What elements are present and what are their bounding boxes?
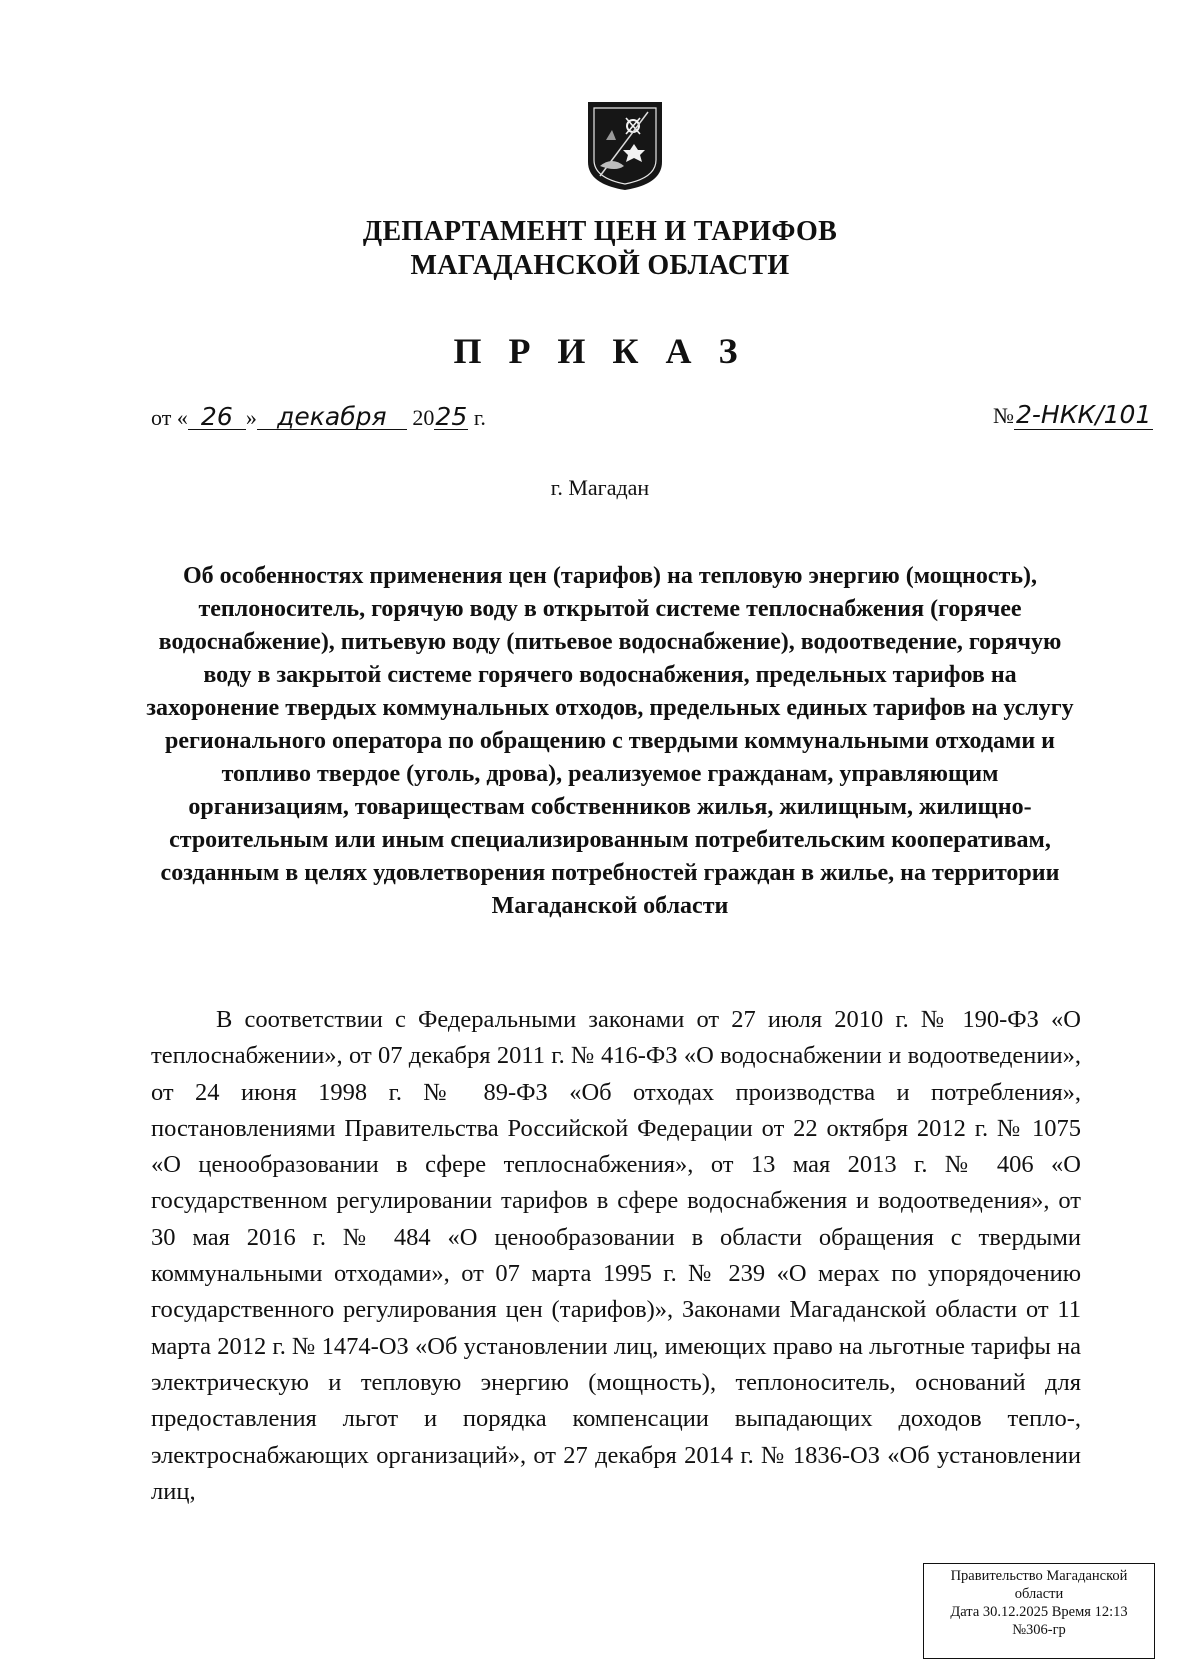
order-date [151,402,486,431]
date-year-suffix: 25 [435,402,468,431]
department-name-line1: ДЕПАРТАМЕНТ ЦЕН И ТАРИФОВ [362,216,838,247]
number-value: 2-НКК/101 [1016,400,1152,429]
stamp-line1: Правительство Магаданской [950,1568,1128,1584]
registration-stamp [923,1563,1155,1659]
date-suffix: г. [473,405,486,430]
number-prefix: № [993,403,1014,428]
stamp-line4: №306-гр [1012,1622,1066,1638]
coat-of-arms-icon [586,100,664,192]
date-month: декабря [257,405,407,430]
order-subject: Об особенностях применения цен (тарифов) на тепловую энергию (мощность), теплоноситель, горячую воду в открытой системе теплоснабжения (горячее водоснабжение), питьевую воду (питьевое водоснабжение), водоотведение, горячую воду в закрытой системе горячего водоснабжения, предельных тарифов на захоронение твердых коммунальных отходов, предельных единых тарифов на услугу регионального оператора по обращению с твердыми коммунальными отходами и топливо твердое (уголь, дрова), реализуемое гражданам, управляющим организациям, товариществам собственников жилья, жилищным, жилищно-строительным или иным специализированным потребительским кооперативам, созданным в целях удовлетворения потребностей граждан в жилье, на территории Магаданской области [146,563,1074,919]
body-paragraph: В соответствии с Федеральными законами от 27 июля 2010 г. № 190-ФЗ «О теплоснабжении», от 07 декабря 2011 г. № 416-ФЗ «О водоснабжении и водоотведении», от 24 июня 1998 г. № 89-ФЗ «Об отходах производства и потребления», постановлениями Правительства Российской Федерации от 22 октября 2012 г. № 1075 «О ценообразовании в сфере теплоснабжения», от 13 мая 2013 г. № 406 «О государственном регулировании тарифов в сфере водоснабжения и водоотведения», от 30 мая 2016 г. № 484 «О ценообразовании в области обращения с твердыми коммунальными отходами», от 07 марта 1995 г. № 239 «О мерах по упорядочению государственного регулирования цен (тарифов)», Законами Магаданской области от 11 марта 2012 г. № 1474-ОЗ «Об установлении лиц, имеющих право на льготные тарифы на электрическую и тепловую энергию (мощность), теплоноситель, оснований для предоставления льгот и порядка компенсации выпадающих доходов тепло-, электроснабжающих организаций», от 27 декабря 2014 г. № 1836-ОЗ «Об установлении лиц, [151,1006,1081,1505]
stamp-line3: Дата 30.12.2025 Время 12:13 [950,1604,1128,1620]
date-day: 26 [188,405,246,430]
city: г. Магадан [550,475,650,500]
stamp-line2: области [1014,1586,1064,1602]
date-prefix: от « [151,405,188,430]
department-name-line2: МАГАДАНСКОЙ ОБЛАСТИ [410,250,790,281]
order-number [993,400,1153,429]
date-mid: » [245,405,257,430]
document-title: П Р И К А З [453,331,747,371]
date-year-prefix: 20 [412,405,435,430]
